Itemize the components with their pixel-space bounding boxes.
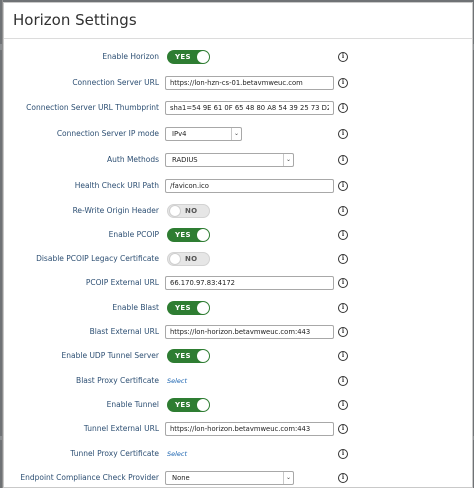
info-icon[interactable]: i bbox=[338, 181, 348, 191]
toggle-state-text: YES bbox=[175, 231, 191, 239]
dialog-header bbox=[4, 3, 472, 39]
toggle-knob bbox=[197, 51, 209, 63]
disable-pcoip-legacy-certificate-toggle[interactable] bbox=[167, 252, 210, 266]
tunnel-proxy-certificate-label: Tunnel Proxy Certificate bbox=[70, 449, 159, 458]
row-auth-methods bbox=[4, 150, 472, 170]
toggle-knob bbox=[197, 229, 209, 241]
info-icon[interactable]: i bbox=[338, 376, 348, 386]
blast-external-url-input[interactable] bbox=[165, 325, 334, 339]
dialog-title: Horizon Settings bbox=[13, 11, 137, 29]
connection-server-url-input[interactable] bbox=[165, 76, 334, 90]
row-tunnel-external-url bbox=[4, 419, 472, 439]
toggle-state-text: YES bbox=[175, 352, 191, 360]
info-icon[interactable]: i bbox=[338, 206, 348, 216]
connection-server-ip-mode-label: Connection Server IP mode bbox=[56, 129, 159, 138]
enable-pcoip-label: Enable PCOIP bbox=[108, 230, 159, 239]
info-icon[interactable]: i bbox=[338, 78, 348, 88]
blast-external-url-label: Blast External URL bbox=[89, 327, 159, 336]
toggle-knob bbox=[197, 350, 209, 362]
select-value: None bbox=[172, 474, 190, 482]
row-tunnel-proxy-certificate bbox=[4, 444, 472, 464]
rewrite-origin-header-label: Re-Write Origin Header bbox=[72, 206, 159, 215]
toggle-knob bbox=[197, 302, 209, 314]
row-connection-server-url bbox=[4, 73, 472, 93]
row-blast-external-url bbox=[4, 322, 472, 342]
row-disable-pcoip-legacy-certificate bbox=[4, 249, 472, 269]
endpoint-compliance-check-provider-label: Endpoint Compliance Check Provider bbox=[20, 473, 159, 482]
enable-pcoip-toggle[interactable] bbox=[167, 228, 210, 242]
tunnel-external-url-label: Tunnel External URL bbox=[83, 424, 159, 433]
info-icon[interactable]: i bbox=[338, 155, 348, 165]
info-icon[interactable]: i bbox=[338, 103, 348, 113]
blast-proxy-certificate-label: Blast Proxy Certificate bbox=[76, 376, 159, 385]
toggle-knob bbox=[169, 253, 181, 265]
chevron-down-icon: ⌄ bbox=[283, 154, 293, 166]
rewrite-origin-header-toggle[interactable] bbox=[167, 204, 210, 218]
row-enable-horizon bbox=[4, 47, 472, 67]
chevron-down-icon: ⌄ bbox=[231, 128, 241, 140]
row-connection-server-ip-mode bbox=[4, 124, 472, 144]
row-pcoip-external-url bbox=[4, 273, 472, 293]
auth-methods-label: Auth Methods bbox=[107, 155, 159, 164]
info-icon[interactable]: i bbox=[338, 400, 348, 410]
toggle-state-text: YES bbox=[175, 53, 191, 61]
toggle-knob bbox=[169, 205, 181, 217]
info-icon[interactable]: i bbox=[338, 230, 348, 240]
row-rewrite-origin-header bbox=[4, 201, 472, 221]
blast-proxy-certificate-select-link[interactable]: Select bbox=[167, 377, 188, 385]
connection-server-ip-mode-select[interactable] bbox=[165, 127, 242, 141]
row-endpoint-compliance-check-provider bbox=[4, 468, 472, 488]
row-blast-proxy-certificate bbox=[4, 371, 472, 391]
row-connection-server-url-thumbprint bbox=[4, 98, 472, 118]
row-enable-tunnel bbox=[4, 395, 472, 415]
toggle-state-text: NO bbox=[185, 255, 198, 263]
info-icon[interactable]: i bbox=[338, 52, 348, 62]
pcoip-external-url-label: PCOIP External URL bbox=[85, 278, 159, 287]
enable-tunnel-label: Enable Tunnel bbox=[106, 400, 159, 409]
row-enable-pcoip bbox=[4, 225, 472, 245]
tunnel-external-url-input[interactable] bbox=[165, 422, 334, 436]
disable-pcoip-legacy-certificate-label: Disable PCOIP Legacy Certificate bbox=[36, 254, 159, 263]
enable-udp-tunnel-server-toggle[interactable] bbox=[167, 349, 210, 363]
enable-horizon-toggle[interactable] bbox=[167, 50, 210, 64]
connection-server-url-thumbprint-label: Connection Server URL Thumbprint bbox=[26, 103, 159, 112]
info-icon[interactable]: i bbox=[338, 473, 348, 483]
enable-udp-tunnel-server-label: Enable UDP Tunnel Server bbox=[61, 351, 159, 360]
info-icon[interactable]: i bbox=[338, 351, 348, 361]
health-check-uri-path-label: Health Check URI Path bbox=[74, 181, 159, 190]
connection-server-url-label: Connection Server URL bbox=[72, 78, 159, 87]
row-enable-blast bbox=[4, 298, 472, 318]
toggle-state-text: NO bbox=[185, 207, 198, 215]
enable-blast-toggle[interactable] bbox=[167, 301, 210, 315]
info-icon[interactable]: i bbox=[338, 327, 348, 337]
select-value: RADIUS bbox=[172, 156, 198, 164]
enable-blast-label: Enable Blast bbox=[112, 303, 159, 312]
info-icon[interactable]: i bbox=[338, 424, 348, 434]
tunnel-proxy-certificate-select-link[interactable]: Select bbox=[167, 450, 188, 458]
info-icon[interactable]: i bbox=[338, 129, 348, 139]
select-value: IPv4 bbox=[172, 130, 187, 138]
connection-server-url-thumbprint-input[interactable] bbox=[165, 101, 334, 115]
info-icon[interactable]: i bbox=[338, 449, 348, 459]
info-icon[interactable]: i bbox=[338, 278, 348, 288]
toggle-knob bbox=[197, 399, 209, 411]
info-icon[interactable]: i bbox=[338, 303, 348, 313]
row-health-check-uri-path bbox=[4, 176, 472, 196]
horizon-settings-dialog bbox=[3, 2, 473, 488]
endpoint-compliance-check-provider-select[interactable] bbox=[165, 471, 294, 485]
enable-horizon-label: Enable Horizon bbox=[102, 52, 159, 61]
enable-tunnel-toggle[interactable] bbox=[167, 398, 210, 412]
pcoip-external-url-input[interactable] bbox=[165, 276, 334, 290]
toggle-state-text: YES bbox=[175, 304, 191, 312]
toggle-state-text: YES bbox=[175, 401, 191, 409]
auth-methods-select[interactable] bbox=[165, 153, 294, 167]
chevron-down-icon: ⌄ bbox=[283, 472, 293, 484]
health-check-uri-path-input[interactable] bbox=[165, 179, 334, 193]
info-icon[interactable]: i bbox=[338, 254, 348, 264]
row-enable-udp-tunnel-server bbox=[4, 346, 472, 366]
